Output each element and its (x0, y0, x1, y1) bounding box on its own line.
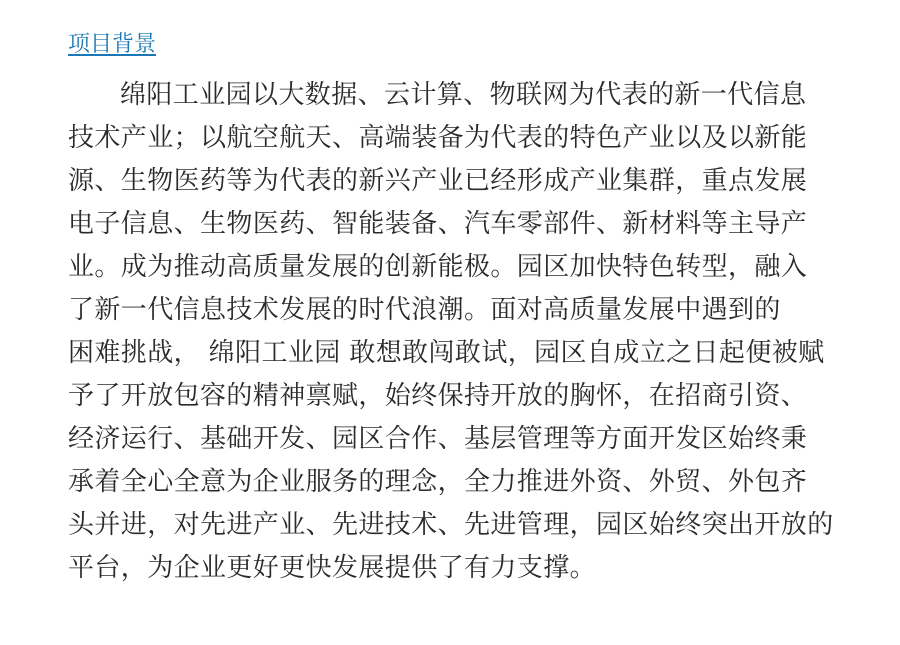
paragraph-line: 电子信息、生物医药、智能装备、汽车零部件、新材料等主导产 (68, 209, 808, 239)
paragraph-line: 业。成为推动高质量发展的创新能极。园区加快特色转型，融入 (68, 252, 808, 282)
paragraph-line: 承着全心全意为企业服务的理念，全力推进外资、外贸、外包齐 (68, 467, 808, 497)
body-paragraph (68, 74, 838, 590)
paragraph-line: 头并进，对先进产业、先进技术、先进管理，园区始终突出开放的 (68, 510, 834, 540)
paragraph-line: 绵阳工业园以大数据、云计算、物联网为代表的新一代信息 (120, 80, 807, 110)
paragraph-line: 予了开放包容的精神禀赋，始终保持开放的胸怀，在招商引资、 (68, 381, 808, 411)
section-title-link[interactable]: 项目背景 (68, 32, 157, 57)
paragraph-line: 技术产业；以航空航天、高端装备为代表的特色产业以及以新能 (68, 123, 808, 153)
paragraph-line: 平台，为企业更好更快发展提供了有力支撑。 (68, 553, 597, 583)
paragraph-line: 源、生物医药等为代表的新兴产业已经形成产业集群，重点发展 (68, 166, 808, 196)
paragraph-line: 经济运行、基础开发、园区合作、基层管理等方面开发区始终秉 (68, 424, 808, 454)
paragraph-line: 了新一代信息技术发展的时代浪潮。面对高质量发展中遇到的 (68, 295, 781, 325)
paragraph-line: 困难挑战， 绵阳工业园 敢想敢闯敢试，园区自成立之日起便被赋 (68, 338, 825, 368)
